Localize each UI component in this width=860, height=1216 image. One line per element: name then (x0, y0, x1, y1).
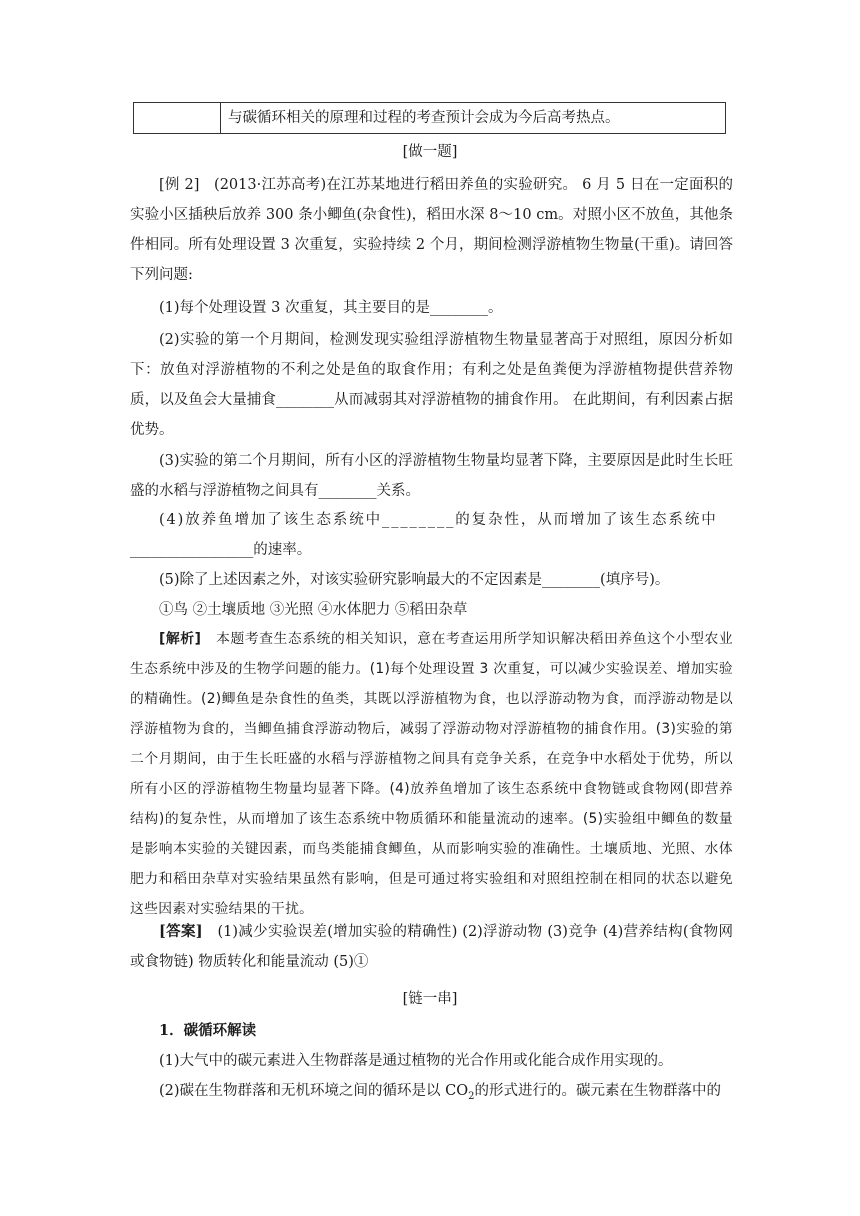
point-1-line-1: (1)大气中的碳元素进入生物群落是通过植物的光合作用或化能合成作用实现的。 (159, 1053, 673, 1069)
question-1: (1)每个处理设置 3 次重复，其主要目的是________。 (159, 300, 503, 316)
answer-tag: [答案] (159, 923, 203, 940)
answer-text: (1)减少实验误差(增加实验的精确性) (2)浮游动物 (3)竞争 (4)营养结构(食物网或食物链) 物质转化和能量流动 (5)① (130, 924, 733, 970)
answer-paragraph (130, 917, 733, 977)
point-1-line-2-pre: (2)碳在生物群落和无机环境之间的循环是以 CO (159, 1083, 469, 1099)
question-4-line-2: _________________的速率。 (130, 542, 312, 558)
question-3: (3)实验的第二个月期间，所有小区的浮游植物生物量均显著下降，主要原因是此时生长旺盛的水稻与浮游植物之间具有________关系。 (130, 453, 733, 499)
example-source: (2013·江苏高考) (214, 177, 327, 193)
analysis-text: 本题考查生态系统的相关知识，意在考查运用所学知识解决稻田养鱼这个小型农业生态系统中涉及的生物学问题的能力。(1)每个处理设置 3 次重复，可以减少实验误差、增加实验的精确性。(2)鲫鱼是杂食性的鱼类，其既以浮游植物为食，也以浮游动物为食，而浮游动物是以浮游植物为食的，当鲫鱼捕食浮游动物后，减弱了浮游动物对浮游植物的捕食作用。(3)实验的第二个月期间，由于生长旺盛的水稻与浮游植物之间具有竞争关系，在竞争中水稻处于优势，所以所有小区的浮游植物生物量均显著下降。(4)放养鱼增加了该生态系统中食物链或食物网(即营养结构)的复杂性，从而增加了该生态系统中物质循环和能量流动的速率。(5)实验组中鲫鱼的数量是影响本实验的关键因素，而鸟类能捕食鲫鱼，从而影响实验的准确性。土壤质地、光照、水体肥力和稻田杂草对实验结果虽然有影响，但是可通过将实验组和对照组控制在相同的状态以避免这些因素对实验结果的干扰。 (130, 631, 733, 917)
analysis-tag: [解析] (159, 631, 202, 647)
section-heading-do: [做一题] (402, 144, 458, 160)
question-5: (5)除了上述因素之外，对该实验研究影响最大的不定因素是________(填序号)。 (159, 572, 670, 588)
question-4-line-1: (4)放养鱼增加了该生态系统中________的复杂性，从而增加了该生态系统中 (159, 512, 718, 528)
example-tag: [例 2] (159, 177, 200, 193)
example-stem-text: 在江苏某地进行稻田养鱼的实验研究。 6 月 5 日在一定面积的实验小区插秧后放养 300 条小鲫鱼(杂食性)，稻田水深 8～10 cm。对照小区不放鱼，其他条件相同。所有处理设置 3 次重复，实验持续 2 个月，期间检测浮游植物生物量(干重)。请回答下列问题: (130, 177, 734, 283)
analysis-paragraph (130, 624, 733, 924)
section-heading-chain: [链一串] (402, 991, 458, 1007)
question-2: (2)实验的第一个月期间，检测发现实验组浮游植物生物量显著高于对照组，原因分析如下：放鱼对浮游植物的不利之处是鱼的取食作用；有利之处是鱼粪便为浮游植物提供营养物质，以及鱼会大量捕食________从而减弱其对浮游植物的捕食作用。 在此期间，有利因素占据优势。 (130, 332, 733, 438)
table-cell-text: 与碳循环相关的原理和过程的考查预计会成为今后高考热点。 (228, 110, 620, 126)
table-cell-empty (134, 103, 221, 133)
point-1-title: 1．碳循环解读 (159, 1022, 257, 1039)
question-5-options: ①鸟 ②土壤质地 ③光照 ④水体肥力 ⑤稻田杂草 (159, 602, 468, 618)
point-1-line-2-post: 的形式进行的。碳元素在生物群落中的 (474, 1083, 722, 1099)
summary-table (133, 102, 726, 134)
point-1-line-2-sub: 2 (468, 1090, 475, 1102)
point-1-line-2 (159, 1079, 721, 1102)
example-stem (130, 170, 733, 290)
